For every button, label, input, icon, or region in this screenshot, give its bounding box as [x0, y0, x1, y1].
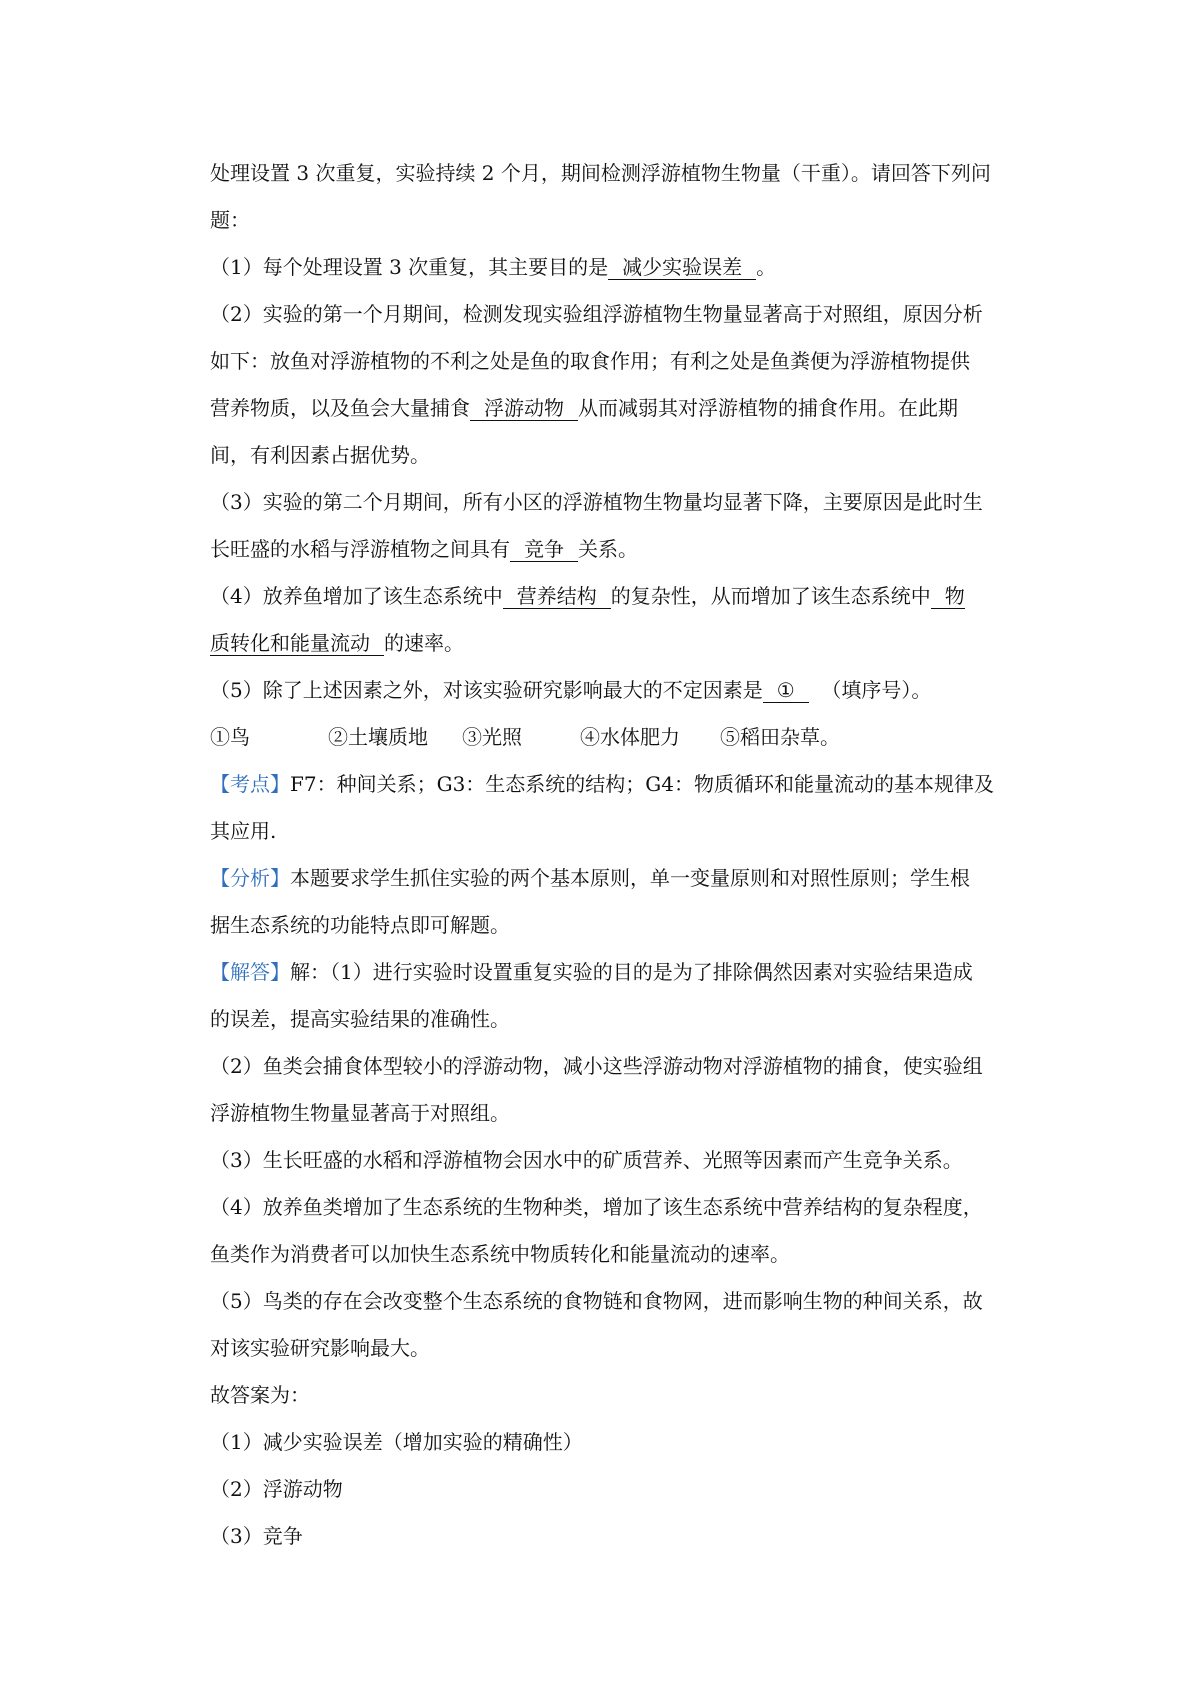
choice-3: ③光照	[462, 725, 522, 749]
jieda-line-2: 的误差，提高实验结果的准确性。	[210, 1007, 510, 1031]
q1-end: 。	[756, 255, 777, 279]
jieda-p4-line-2: 鱼类作为消费者可以加快生态系统中物质转化和能量流动的速率。	[210, 1242, 790, 1266]
answer-2: （2）浮游动物	[210, 1477, 343, 1501]
question-2-line-3	[210, 385, 1026, 432]
q4-answer-blank-2-end: 质转化和能量流动	[210, 631, 384, 656]
choice-1: ①鸟	[210, 725, 250, 749]
question-4-line-2	[210, 620, 1026, 667]
q2-text: 营养物质，以及鱼会大量捕食	[210, 396, 470, 420]
question-intro-line-2: 题：	[210, 208, 250, 232]
jieda-tag: 【解答】	[210, 960, 290, 984]
jieda-p5-line-2: 对该实验研究影响最大。	[210, 1336, 430, 1360]
fenxi-tag: 【分析】	[210, 866, 290, 890]
jieda-line-1	[210, 949, 1026, 996]
kaodian-line-2: 其应用.	[210, 819, 277, 843]
q2-answer-blank: 浮游动物	[470, 396, 578, 421]
kaodian-line-1	[210, 761, 1026, 808]
q1-answer-blank: 减少实验误差	[608, 255, 756, 280]
answer-1: （1）减少实验误差（增加实验的精确性）	[210, 1430, 583, 1454]
question-5-line-1	[210, 667, 1026, 714]
jieda-p3: （3）生长旺盛的水稻和浮游植物会因水中的矿质营养、光照等因素而产生竞争关系。	[210, 1148, 963, 1172]
q5-text: （5）除了上述因素之外，对该实验研究影响最大的不定因素是	[210, 678, 763, 702]
q3-text: 长旺盛的水稻与浮游植物之间具有	[210, 537, 510, 561]
question-5-choices	[210, 714, 1026, 761]
answers-lead: 故答案为：	[210, 1383, 310, 1407]
question-3-line-2	[210, 526, 1026, 573]
choice-5: ⑤稻田杂草。	[720, 725, 840, 749]
question-intro-line-1: 处理设置 3 次重复，实验持续 2 个月，期间检测浮游植物生物量（干重）。请回答下列问	[210, 161, 991, 185]
jieda-p2-line-1: （2）鱼类会捕食体型较小的浮游动物，减小这些浮游动物对浮游植物的捕食，使实验组	[210, 1054, 983, 1078]
q4-text-end: 的速率。	[384, 631, 464, 655]
question-4-line-1	[210, 573, 1026, 620]
choice-4: ④水体肥力	[580, 725, 680, 749]
fenxi-line-1	[210, 855, 1026, 902]
question-2-line-2: 如下：放鱼对浮游植物的不利之处是鱼的取食作用；有利之处是鱼粪便为浮游植物提供	[210, 349, 970, 373]
q1-text: （1）每个处理设置 3 次重复，其主要目的是	[210, 255, 609, 279]
q2-text-cont: 从而减弱其对浮游植物的捕食作用。在此期	[578, 396, 958, 420]
jieda-p2-line-2: 浮游植物生物量显著高于对照组。	[210, 1101, 510, 1125]
q5-text-end: （填序号）。	[821, 678, 932, 702]
question-2-line-4: 间，有利因素占据优势。	[210, 443, 430, 467]
jieda-p4-line-1: （4）放养鱼类增加了生态系统的生物种类，增加了该生态系统中营养结构的复杂程度，	[210, 1195, 983, 1219]
q3-answer-blank: 竞争	[510, 537, 578, 562]
answer-3: （3）竞争	[210, 1524, 303, 1548]
q5-answer-blank: ①	[763, 678, 809, 703]
q3-text-cont: 关系。	[578, 537, 638, 561]
kaodian-text: F7：种间关系；G3：生态系统的结构；G4：物质循环和能量流动的基本规律及	[290, 772, 995, 796]
fenxi-text: 本题要求学生抓住实验的两个基本原则，单一变量原则和对照性原则；学生根	[290, 866, 970, 890]
kaodian-tag: 【考点】	[210, 772, 290, 796]
q4-answer-blank-2-start: 物	[931, 584, 965, 609]
q4-text: （4）放养鱼增加了该生态系统中	[210, 584, 503, 608]
question-2-line-1: （2）实验的第一个月期间，检测发现实验组浮游植物生物量显著高于对照组，原因分析	[210, 302, 983, 326]
jieda-p5-line-1: （5）鸟类的存在会改变整个生态系统的食物链和食物网，进而影响生物的种间关系，故	[210, 1289, 983, 1313]
question-3-line-1: （3）实验的第二个月期间，所有小区的浮游植物生物量均显著下降，主要原因是此时生	[210, 490, 983, 514]
document-body	[210, 150, 1026, 1560]
fenxi-line-2: 据生态系统的功能特点即可解题。	[210, 913, 510, 937]
q4-text-mid: 的复杂性，从而增加了该生态系统中	[610, 584, 931, 608]
jieda-text: 解：（1）进行实验时设置重复实验的目的是为了排除偶然因素对实验结果造成	[290, 960, 973, 984]
choice-2: ②土壤质地	[328, 725, 428, 749]
q4-answer-blank-1: 营养结构	[503, 584, 611, 609]
question-1	[210, 244, 1026, 291]
